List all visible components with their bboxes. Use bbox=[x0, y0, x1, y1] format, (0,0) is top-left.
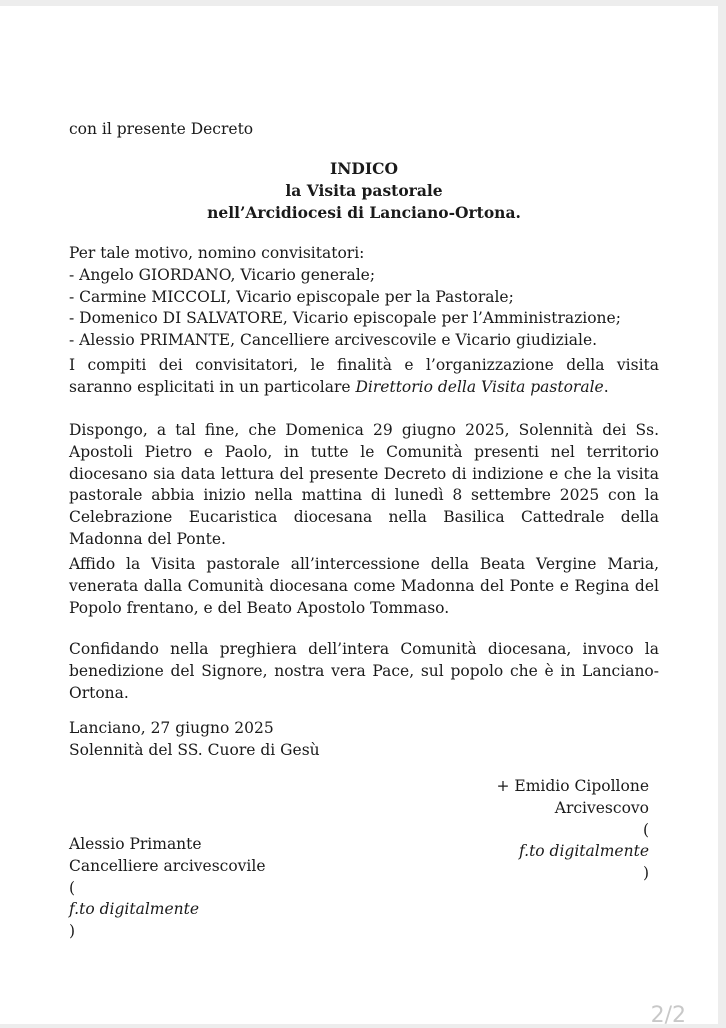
chancellor-title: Cancelliere arcivescovile bbox=[69, 856, 266, 875]
paragraph-prayer: Confidando nella preghiera dell’intera Comunità diocesana, invoco la benedizione del Signore, nostra vera Pace, sul popolo che è in Lanciano-Ortona. bbox=[69, 640, 659, 702]
chancellor-digital-note: ( f.to digitalmente ) bbox=[69, 878, 200, 941]
heading-line-1: INDICO bbox=[330, 159, 398, 178]
intro-line: con il presente Decreto bbox=[69, 120, 254, 138]
nomination-item: - Angelo GIORDANO, Vicario generale; bbox=[69, 265, 376, 284]
nomination-item: - Carmine MICCOLI, Vicario episcopale per la Pastorale; bbox=[69, 287, 514, 306]
heading-line-2: la Visita pastorale bbox=[285, 180, 443, 200]
paragraph-tasks-end: . bbox=[603, 377, 609, 396]
place-date bbox=[69, 718, 659, 762]
paragraph-entrustment: Affido la Visita pastorale all’intercessione della Beata Vergine Maria, venerata dalla Comunità diocesana come Madonna del Ponte e Regina del Popolo frentano, e del Beato Apostolo Tommaso. bbox=[69, 555, 659, 617]
nomination-item: - Alessio PRIMANTE, Cancelliere arcivescovile e Vicario giudiziale. bbox=[69, 331, 598, 350]
paragraph-dispositions: Dispongo, a tal fine, che Domenica 29 giugno 2025, Solennità dei Ss. Apostoli Pietro e Paolo, in tutte le Comunità presenti nel territorio diocesano sia data lettura del presente Decreto di indizione e che la visita pastorale abbia inizio nella mattina di lunedì 8 settembre 2025 con la Celebrazione Eucaristica diocesana nella Basilica Cattedrale della Madonna del Ponte. bbox=[69, 421, 659, 548]
place-date-line-2: Solennità del SS. Cuore di Gesù bbox=[69, 740, 320, 759]
page-number: 2/2 bbox=[650, 1003, 686, 1028]
directory-title: Direttorio della Visita pastorale bbox=[355, 377, 604, 396]
chancellor-name: Alessio Primante bbox=[69, 835, 202, 853]
paragraph-tasks-text: I compiti dei convisitatori, le finalità e l’organizzazione della visita saranno esplicitati in un particolare bbox=[69, 356, 659, 396]
paragraph-tasks bbox=[69, 355, 659, 399]
archbishop-signature bbox=[497, 776, 650, 885]
archbishop-title: Arcivescovo bbox=[554, 798, 649, 817]
archbishop-digital-note: ( f.to digitalmente ) bbox=[518, 820, 649, 883]
chancellor-signature bbox=[69, 834, 266, 943]
place-date-line-1: Lanciano, 27 giugno 2025 bbox=[69, 719, 274, 737]
nominations-list bbox=[69, 243, 659, 352]
archbishop-name: + Emidio Cipollone bbox=[496, 777, 649, 795]
heading-line-3: nell’Arcidiocesi di Lanciano-Ortona. bbox=[207, 202, 521, 222]
decree-heading bbox=[69, 158, 659, 223]
nominations-intro: Per tale motivo, nomino convisitatori: bbox=[69, 244, 365, 262]
document-page bbox=[0, 6, 718, 1028]
nomination-item: - Domenico DI SALVATORE, Vicario episcopale per l’Amministrazione; bbox=[69, 309, 621, 328]
